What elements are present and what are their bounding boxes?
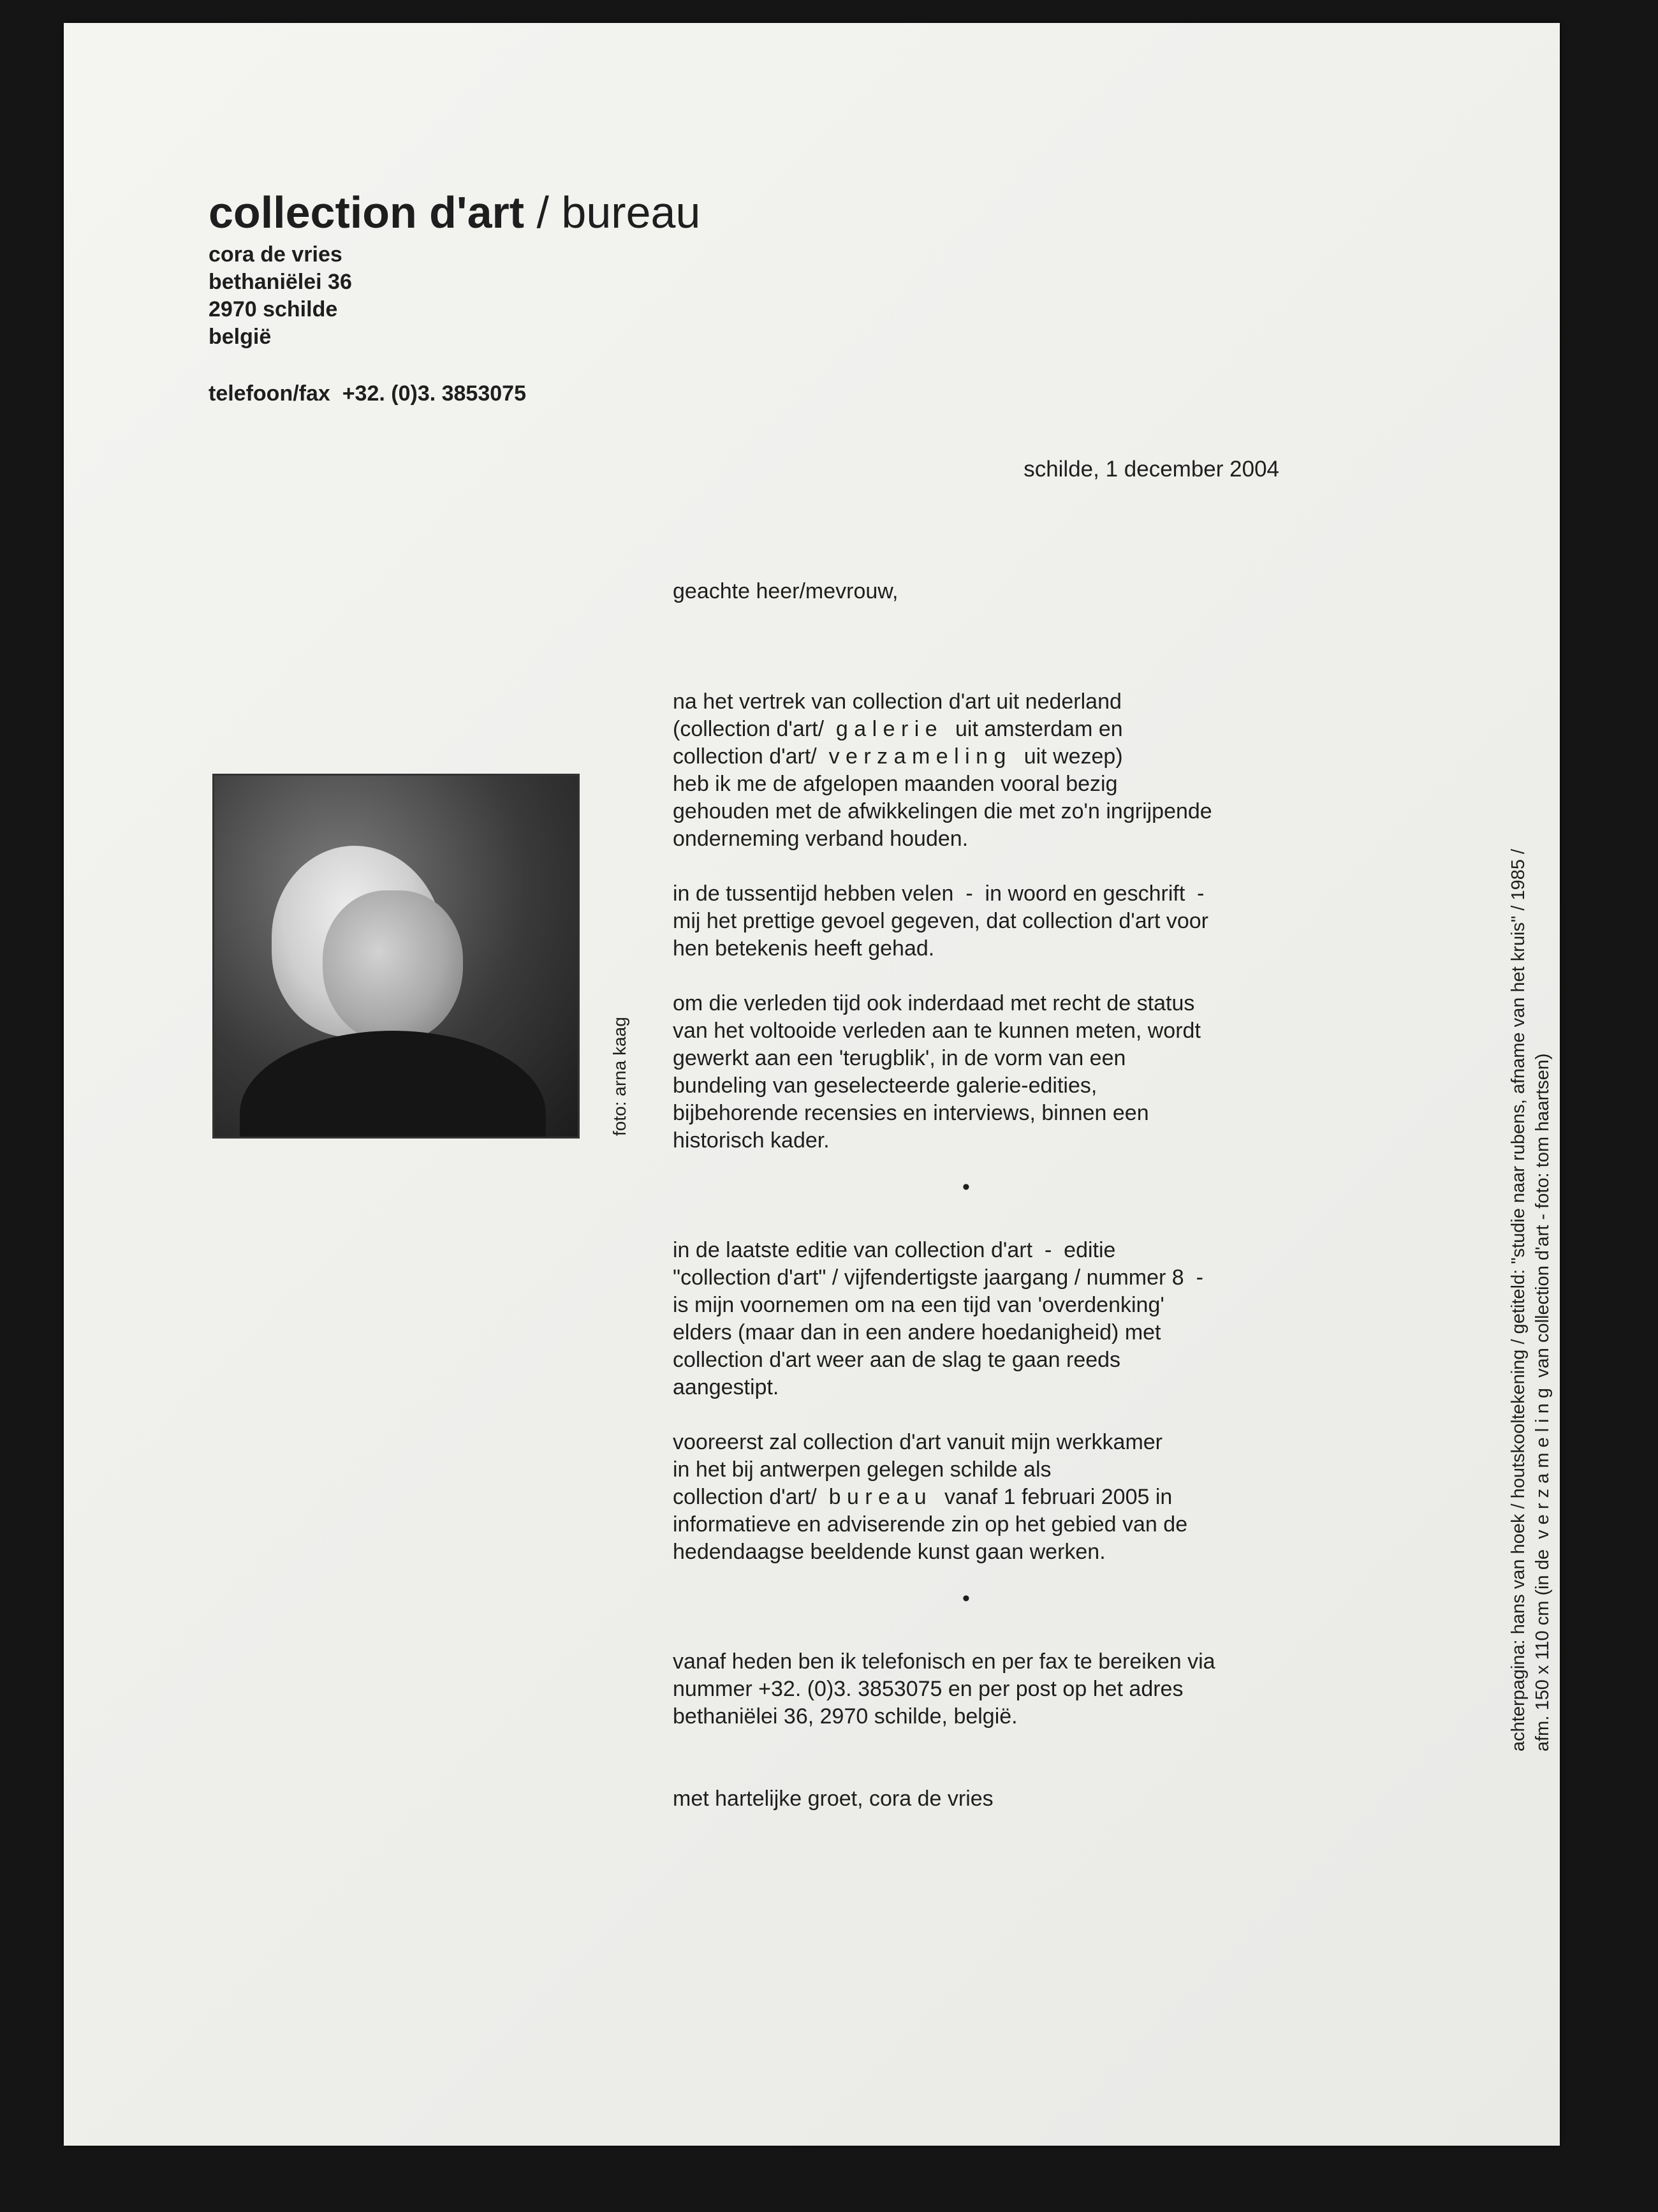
side-note-line: achterpagina: hans van hoek / houtskooltekening / getiteld: "studie naar rubens, afname van het kruis" / 1985 / [1508, 848, 1529, 1751]
body-line: gehouden met de afwikkelingen die met zo'n ingrijpende [673, 799, 1212, 823]
body-line: van het voltooide verleden aan te kunnen meten, wordt [673, 1019, 1201, 1043]
paragraph-4 [673, 1237, 1374, 1401]
address-line: bethaniëlei 36 [209, 270, 352, 294]
body-line: mij het prettige gevoel gegeven, dat collection d'art voor [673, 909, 1208, 933]
address-line: cora de vries [209, 242, 342, 267]
body-line: aangestipt. [673, 1375, 779, 1399]
paragraph-1 [673, 688, 1374, 853]
body-line: elders (maar dan in een andere hoedanigheid) met [673, 1320, 1161, 1345]
body-line: vooreerst zal collection d'art vanuit mijn werkkamer [673, 1430, 1163, 1454]
body-line: heb ik me de afgelopen maanden vooral bezig [673, 772, 1118, 796]
side-note-line: afm. 150 x 110 cm (in de v e r z a m e l i n g van collection d'art - foto: tom haartsen) [1532, 1053, 1553, 1751]
title-bold: collection d'art [209, 188, 525, 237]
body-line: hedendaagse beeldende kunst gaan werken. [673, 1540, 1106, 1564]
body-line: is mijn voornemen om na een tijd van 'overdenking' [673, 1293, 1164, 1317]
closing: met hartelijke groet, cora de vries [673, 1787, 994, 1811]
body-line: vanaf heden ben ik telefonisch en per fax te bereiken via [673, 1649, 1215, 1674]
address-line: belgië [209, 325, 272, 349]
body-line: onderneming verband houden. [673, 827, 969, 851]
body-line: om die verleden tijd ook inderdaad met recht de status [673, 991, 1195, 1015]
letter-body [673, 578, 1374, 1813]
letterhead-title [209, 187, 700, 238]
back-page-note [1506, 849, 1555, 1751]
photo-credit: foto: arna kaag [610, 1017, 629, 1136]
photo-shoulder-shape [240, 1031, 546, 1139]
portrait-photo [212, 774, 580, 1139]
section-separator: • [962, 1586, 970, 1611]
paragraph-2 [673, 880, 1374, 962]
body-line: (collection d'art/ g a l e r i e uit amsterdam en [673, 717, 1123, 741]
body-line: in het bij antwerpen gelegen schilde als [673, 1457, 1052, 1482]
body-line: gewerkt aan een 'terugblik', in de vorm van een [673, 1046, 1126, 1070]
body-line: collection d'art/ v e r z a m e l i n g uit wezep) [673, 744, 1123, 769]
letter-sheet [64, 23, 1560, 2146]
body-line: bundeling van geselecteerde galerie-edities, [673, 1073, 1097, 1098]
body-line: in de tussentijd hebben velen - in woord en geschrift - [673, 881, 1205, 906]
body-line: nummer +32. (0)3. 3853075 en per post op het adres [673, 1677, 1184, 1701]
body-line: "collection d'art" / vijfendertigste jaargang / nummer 8 - [673, 1265, 1203, 1290]
body-line: hen betekenis heeft gehad. [673, 936, 935, 961]
paragraph-5 [673, 1429, 1374, 1566]
section-separator: • [962, 1175, 970, 1199]
body-line: collection d'art/ b u r e a u vanaf 1 februari 2005 in [673, 1485, 1173, 1509]
address-line: 2970 schilde [209, 297, 338, 321]
body-line: na het vertrek van collection d'art uit nederland [673, 689, 1122, 714]
sender-phone: telefoon/fax +32. (0)3. 3853075 [209, 381, 526, 406]
body-line: bethaniëlei 36, 2970 schilde, belgië. [673, 1704, 1018, 1729]
paragraph-6 [673, 1648, 1374, 1730]
body-line: historisch kader. [673, 1128, 830, 1153]
body-line: collection d'art weer aan de slag te gaan reeds [673, 1348, 1121, 1372]
salutation: geachte heer/mevrouw, [673, 579, 899, 603]
body-line: in de laatste editie van collection d'art - editie [673, 1238, 1116, 1262]
body-line: informatieve en adviserende zin op het gebied van de [673, 1512, 1188, 1537]
sender-address [209, 241, 352, 351]
photo-face-shape [323, 890, 463, 1043]
title-rest: / bureau [536, 188, 701, 237]
paragraph-3 [673, 990, 1374, 1154]
letter-date: schilde, 1 december 2004 [1023, 457, 1279, 482]
body-line: bijbehorende recensies en interviews, binnen een [673, 1101, 1149, 1125]
